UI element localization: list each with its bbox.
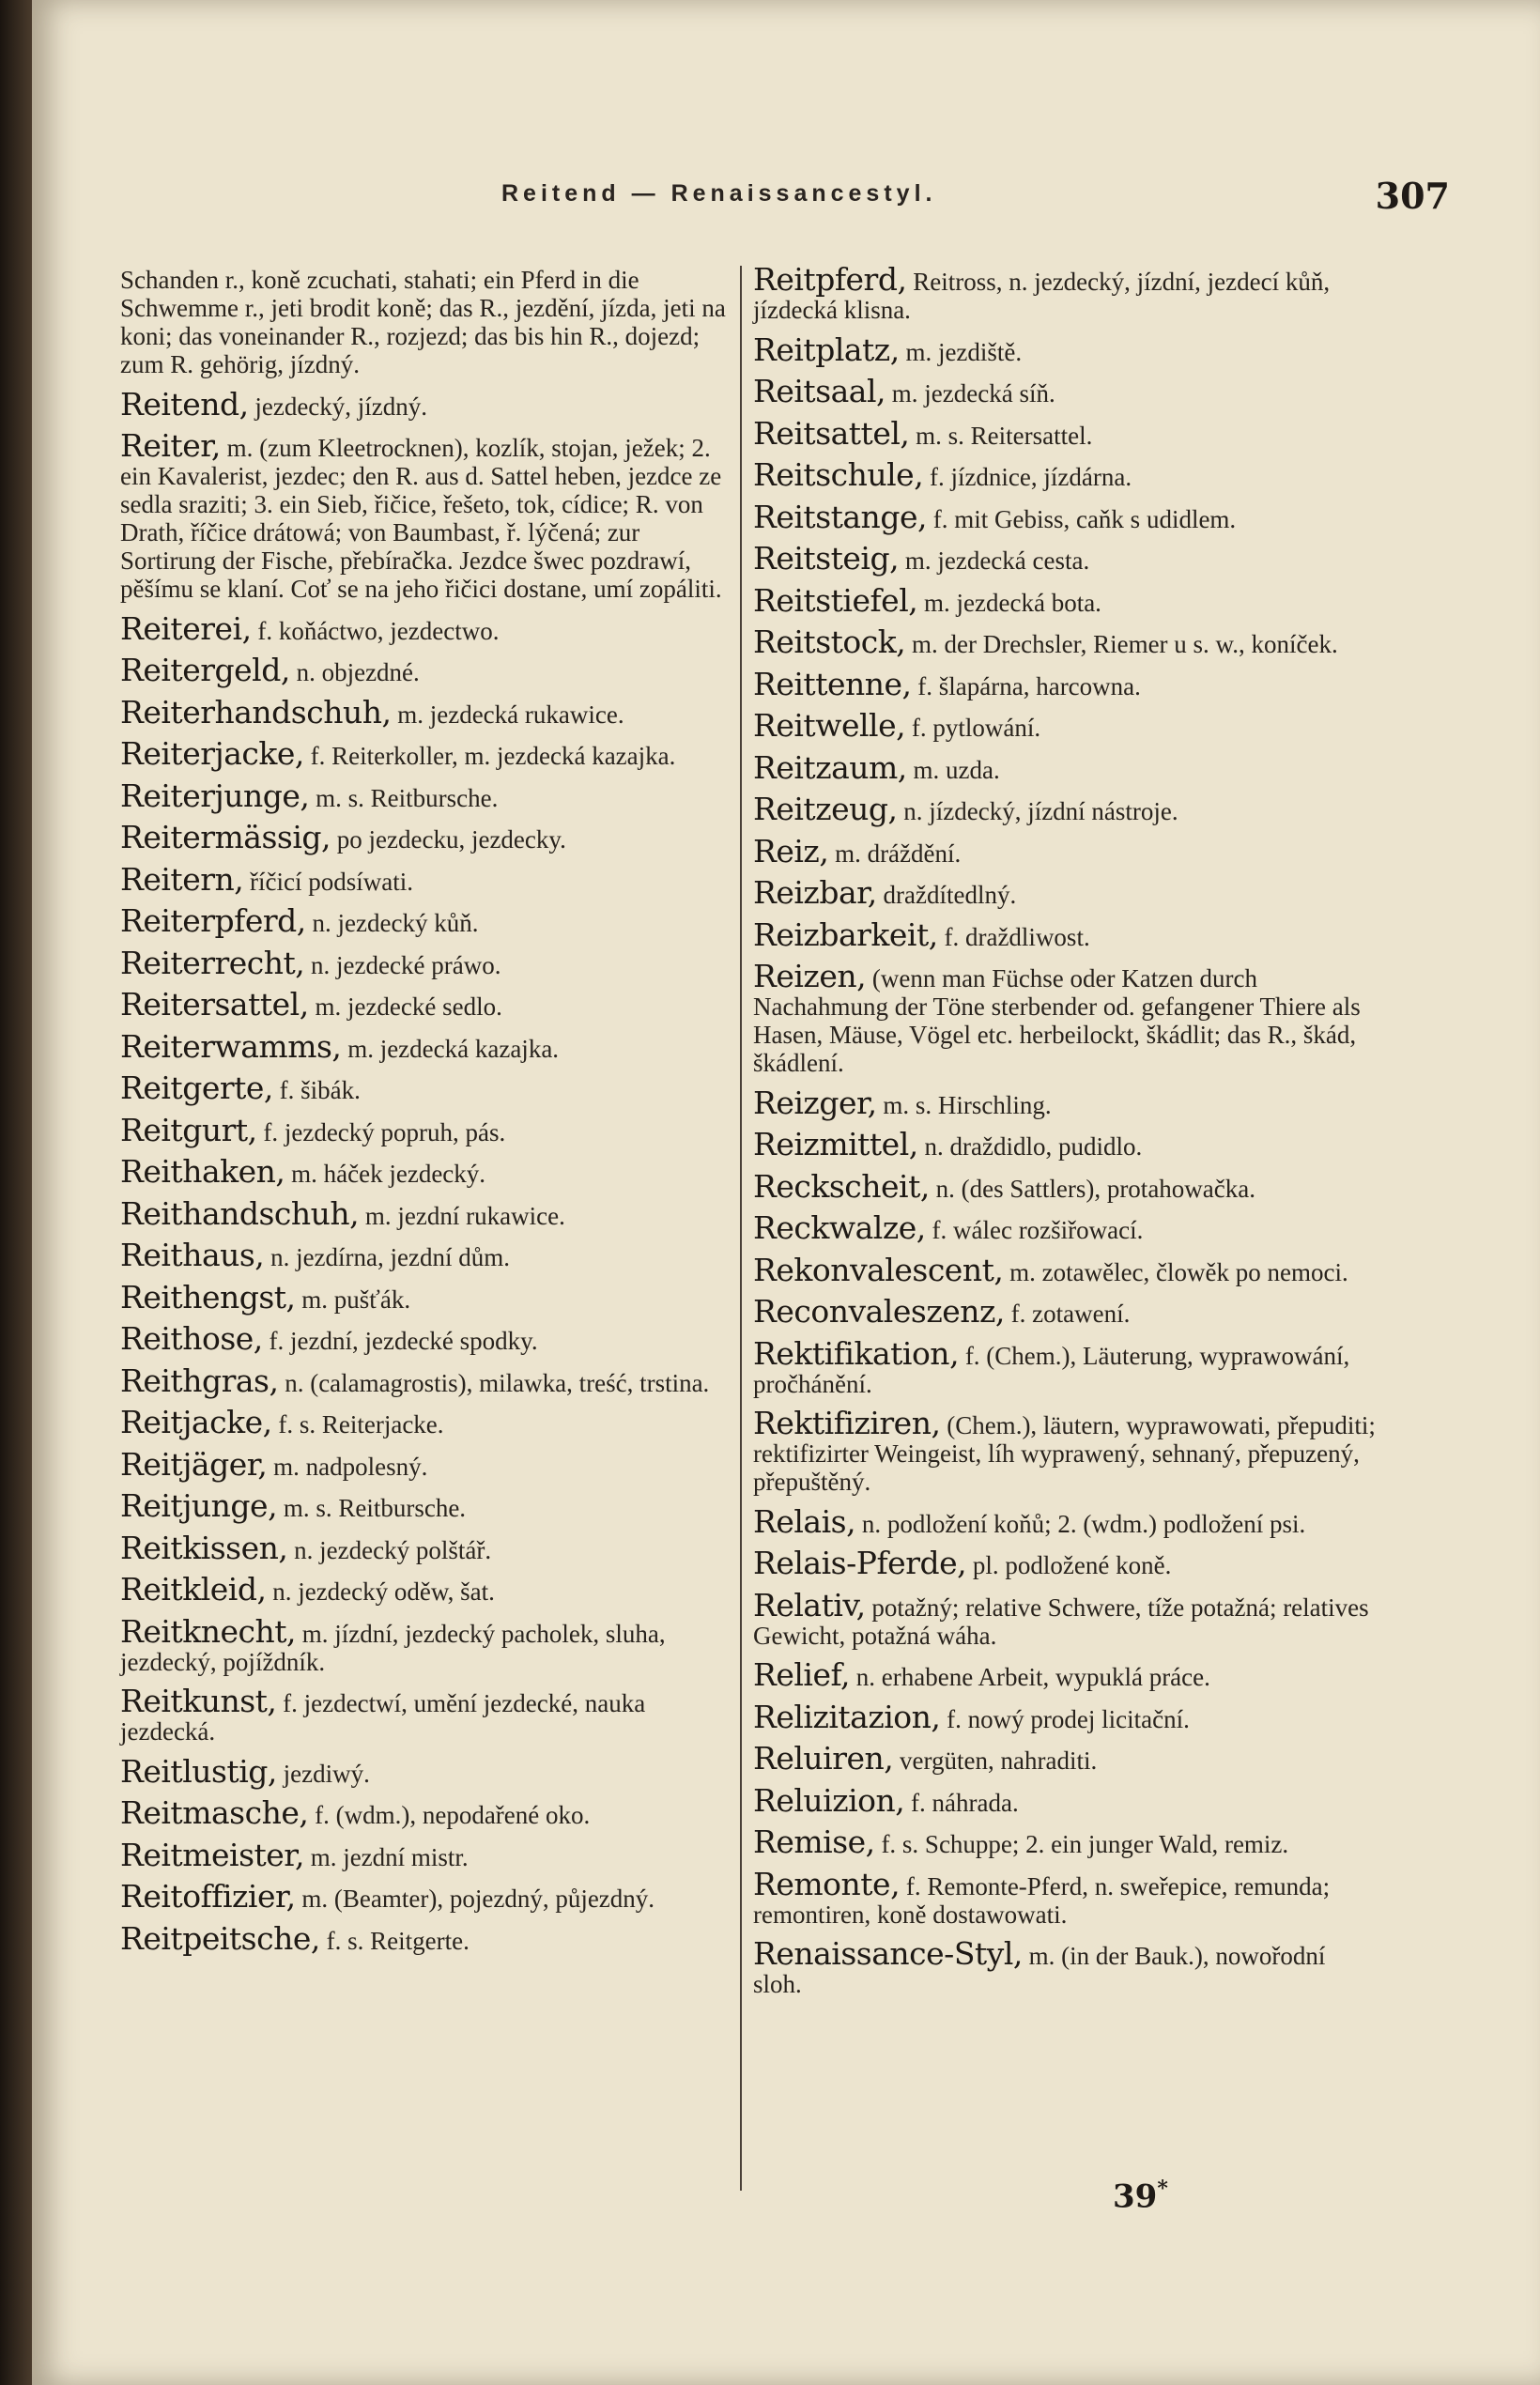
entry-definition: vergüten, nahraditi. [900,1746,1098,1775]
entry-headword: Relief, [753,1656,851,1693]
entry-definition: n. jízdecký, jízdní nástroje. [903,797,1178,825]
entry-definition: m. s. Reitersattel. [916,421,1093,450]
dictionary-entry [120,1836,732,1873]
entry-definition: n. jezdírna, jezdní dům. [270,1243,510,1271]
entry-headword: Reizbar, [753,874,877,911]
entry-headword: Reitmeister, [120,1836,304,1873]
entry-definition: m. jezdecká cesta. [904,546,1090,575]
dictionary-entry [120,1612,732,1676]
entry-headword: Reiterjunge, [120,777,310,814]
dictionary-entry [120,1529,732,1566]
entry-headword: Reithose, [120,1320,263,1357]
dictionary-entry [753,1251,1377,1288]
dictionary-entry [753,540,1377,577]
dictionary-entry [753,331,1377,368]
entry-headword: Reitgurt, [120,1111,257,1148]
entry-definition: pl. podložené koně. [972,1551,1172,1579]
entry-headword: Reitgerte, [120,1069,273,1106]
dictionary-entry [120,777,732,814]
entry-definition: (wenn man Füchse oder Katzen durch Nachahmung der Töne sterbender od. gefangener Thiere als Hasen, Mäuse, Vögel etc. herbeilockt, škádlit; das R., škád, škádlení. [753,964,1361,1077]
dictionary-entry [120,1278,732,1316]
entry-definition: n. jezdecký kůň. [312,909,479,937]
entry-definition: n. (calamagrostis), milawka, treść, trstina. [285,1368,710,1397]
entry-headword: Reiterpferd, [120,902,306,939]
entry-headword: Reitsattel, [753,414,910,452]
entry-definition: draždítedlný. [883,881,1017,909]
entry-definition: n. erhabene Arbeit, wypuklá práce. [855,1663,1210,1691]
dictionary-entry [120,1878,732,1915]
dictionary-entry [753,581,1377,619]
entry-definition: f. jezdní, jezdecké spodky. [269,1327,538,1355]
entry-headword: Reittenne, [753,665,912,702]
dictionary-entry [120,1445,732,1483]
dictionary-entry [120,1069,732,1106]
dictionary-entry [120,1404,732,1440]
entry-headword: Reitlustig, [120,1752,277,1790]
entry-definition: m. háček jezdecký. [291,1160,486,1188]
entry-definition: m. (Beamter), pojezdný, půjezdný. [301,1885,655,1913]
entry-definition: f. náhrada. [911,1788,1019,1817]
dictionary-entry [120,609,732,647]
entry-definition: m. s. Reitbursche. [316,783,499,812]
entry-headword: Rektifiziren, [753,1405,941,1441]
entry-definition: f. s. Reitgerte. [326,1926,470,1955]
entry-headword: Reitknecht, [120,1612,296,1650]
entry-headword: Reitmasche, [120,1794,309,1831]
entry-headword: Reiterhandschuh, [120,693,392,731]
entry-headword: Reitstiefel, [753,581,918,619]
entry-definition: f. wálec rozšiřowací. [932,1216,1144,1244]
entry-headword: Reitpeitsche, [120,1919,320,1957]
dictionary-entry [120,1752,732,1790]
entry-definition: f. nowý prodej licitační. [947,1704,1190,1733]
entry-definition: m. jezdní mistr. [310,1842,469,1871]
dictionary-entry [753,373,1377,409]
entry-definition: n. (des Sattlers), protahowačka. [935,1174,1255,1203]
entry-headword: Reitkissen, [120,1529,288,1566]
entry-definition: f. šibák. [279,1076,361,1104]
entry-definition: m. jezdecká síň. [891,379,1055,408]
entry-definition: (Chem.), läutern, wyprawowati, přepuditi; rektifizirter Weingeist, líh wyprawený, sehnaný, přepuzený, přepuštěný. [753,1411,1376,1496]
entry-headword: Reiterjacke, [120,735,304,772]
dictionary-entry [120,1027,732,1065]
entry-headword: Reitend, [120,385,249,423]
entry-headword: Reitsteig, [753,540,900,577]
entry-headword: Relais, [753,1502,856,1540]
entry-headword: Reitoffizier, [120,1878,296,1915]
entry-definition: m. jezdecká rukawice. [397,700,624,729]
entry-definition: m. zotawělec, člowěk po nemoci. [1009,1257,1348,1286]
entry-headword: Reitersattel, [120,986,309,1023]
entry-definition: m. pušťák. [301,1285,411,1314]
entry-definition: f. jízdnice, jízdárna. [929,463,1132,491]
entry-headword: Remise, [753,1823,875,1860]
entry-definition: m. jezdecké sedlo. [315,992,502,1021]
entry-definition: f. zotawení. [1010,1300,1131,1328]
entry-headword: Relizitazion, [753,1698,941,1735]
entry-headword: Reitplatz, [753,331,900,368]
dictionary-entry [120,735,732,772]
entry-headword: Reluizion, [753,1781,905,1819]
entry-definition: f. draždliwost. [944,922,1090,951]
entry-headword: Remonte, [753,1865,901,1902]
dictionary-entry [120,860,732,898]
entry-definition: m. jízdní, jezdecký pacholek, sluha, jezdecký, pojíždník. [120,1619,666,1676]
dictionary-entry [120,944,732,981]
dictionary-entry [120,1111,732,1148]
dictionary-entry [120,1362,732,1399]
dictionary-entry [753,414,1377,452]
dictionary-entry [120,819,732,855]
entry-headword: Relais-Pferde, [753,1545,967,1581]
entry-headword: Reiter, [120,427,221,464]
entry-headword: Reithgras, [120,1362,279,1399]
entry-headword: Reithaus, [120,1237,265,1273]
dictionary-entry [120,986,732,1023]
dictionary-entry [753,1334,1377,1398]
entry-definition: f. Remonte-Pferd, n. sweřepice, remunda; remontiren, koně dostawowati. [753,1871,1331,1929]
book-spine-shadow [0,0,32,2385]
dictionary-entry [753,1545,1377,1581]
entry-headword: Reitermässig, [120,819,331,855]
entry-headword: Reitschule, [753,456,924,493]
entry-definition: f. Reiterkoller, m. jezdecká kazajka. [310,742,676,770]
dictionary-entry [753,832,1377,869]
dictionary-entry [753,1586,1377,1650]
entry-headword: Reiterrecht, [120,944,305,981]
entry-definition: n. jezdecký polštář. [294,1535,492,1564]
right-column [753,261,1377,2010]
dictionary-entry [120,1794,732,1831]
entry-definition: říčicí podsíwati. [250,867,413,896]
entry-definition: f. koňáctwo, jezdectwo. [257,616,500,645]
entry-definition: m. jezdecká kazajka. [347,1034,560,1063]
page-number: 307 [1375,175,1450,217]
entry-definition: n. draždidlo, pudidlo. [924,1132,1143,1161]
entry-headword: Rektifikation, [753,1334,960,1372]
dictionary-entry [753,1126,1377,1162]
entry-headword: Reitzaum, [753,748,907,786]
entry-headword: Relativ, [753,1586,866,1623]
dictionary-entry [753,1865,1377,1929]
dictionary-entry [753,1656,1377,1693]
entry-definition: potažný; relative Schwere, tíže potažná; relatives Gewicht, potažná wáha. [753,1593,1369,1650]
left-column [120,266,732,1966]
entry-headword: Reizen, [753,958,867,994]
dictionary-entry [753,498,1377,535]
entry-definition: f. šlapárna, harcowna. [917,671,1141,700]
entry-definition: f. pytlowání. [911,714,1041,742]
signature-mark: * [1157,2177,1168,2201]
entry-definition: m. (zum Kleetrocknen), kozlík, stojan, ježek; 2. ein Kavalerist, jezdec; den R. aus d. Sattel heben, jezdce ze sedla sraziti; 3. ein Sieb, řičice, řešeto, tok, cídice; R. von Drath, říčice drátowá; von Baumbast, ř. lýčená; zur Sortirung der Fische, přebíračka. Jezdce šwec pozdrawí, pěšímu se klaní. Coť se na jeho řičici dostane, umí zopáliti. [120,434,722,603]
entry-headword: Reizbarkeit, [753,916,938,953]
entry-headword: Reiz, [753,832,829,869]
printer-signature [1113,2177,1168,2215]
entry-definition: f. mit Gebiss, caňk s udidlem. [932,504,1237,533]
dictionary-entry [753,1698,1377,1735]
column-divider [740,266,742,2191]
entry-definition: m. dráždění. [835,839,962,868]
entry-definition: f. (Chem.), Läuterung, wyprawowání, pročhánění. [753,1341,1350,1398]
entry-headword: Reitergeld, [120,652,290,688]
entry-headword: Reitstock, [753,623,906,660]
entry-definition: n. objezdné. [296,658,420,686]
entry-definition: jezdecký, jízdný. [254,392,428,421]
entry-definition: m. jezdní rukawice. [364,1201,565,1230]
entry-definition: m. nadpolesný. [273,1452,428,1481]
entry-headword: Reitjacke, [120,1404,272,1440]
dictionary-entry [753,1209,1377,1246]
entry-definition: m. uzda. [913,755,1000,784]
dictionary-entry [753,1781,1377,1819]
dictionary-entry [120,902,732,939]
dictionary-entry [753,1935,1377,1998]
dictionary-entry [120,1320,732,1357]
entry-definition: m. s. Reitbursche. [283,1494,467,1522]
dictionary-entry [120,385,732,423]
entry-headword: Reiterwamms, [120,1027,342,1065]
dictionary-entry [120,1487,732,1524]
dictionary-entry [120,652,732,688]
dictionary-entry [120,693,732,731]
entry-headword: Reitkleid, [120,1571,267,1608]
entry-headword: Reitjunge, [120,1487,278,1524]
dictionary-entry [753,1405,1377,1496]
entry-definition: m. jezdiště. [905,337,1023,366]
dictionary-entry [753,1823,1377,1860]
dictionary-entry [753,456,1377,493]
entry-headword: Reitstange, [753,498,927,535]
entry-headword: Reithengst, [120,1278,296,1316]
dictionary-entry [753,707,1377,744]
dictionary-entry [120,1237,732,1273]
entry-headword: Rekonvalescent, [753,1251,1004,1288]
dictionary-entry [753,791,1377,827]
dictionary-entry [753,1293,1377,1330]
entry-headword: Reizger, [753,1084,877,1121]
dictionary-entry [753,1084,1377,1121]
dictionary-entry [120,1153,732,1190]
entry-definition: jezdiwý. [283,1759,370,1788]
entry-definition: m. s. Hirschling. [883,1090,1052,1119]
entry-definition: f. s. Schuppe; 2. ein junger Wald, remiz. [881,1830,1289,1858]
entry-definition: m. (in der Bauk.), nowořodní sloh. [753,1942,1326,1998]
entry-definition: n. jezdecké práwo. [311,950,501,979]
dictionary-entry [120,266,732,378]
entry-headword: Reconvaleszenz, [753,1293,1005,1330]
entry-headword: Reithandschuh, [120,1194,360,1232]
dictionary-entry [120,1683,732,1746]
dictionary-entry [753,261,1377,324]
entry-headword: Reiterei, [120,609,252,647]
entry-headword: Reitern, [120,860,244,898]
entry-definition: Schanden r., koně zcuchati, stahati; ein Pferd in die Schwemme r., jeti brodit koně; das R., jezdění, jízda, jeti na koni; das voneinander R., rozjezd; das bis hin R., dojezd; zum R. gehörig, jízdný. [120,266,726,378]
entry-headword: Reizmittel, [753,1126,918,1162]
entry-headword: Reitsaal, [753,373,886,409]
signature-number: 39 [1113,2177,1158,2216]
entry-definition: f. jezdecký popruh, pás. [263,1117,506,1146]
dictionary-entry [753,1502,1377,1540]
dictionary-entry [120,1571,732,1608]
entry-headword: Reitwelle, [753,707,906,744]
dictionary-entry [120,427,732,603]
entry-headword: Reitjäger, [120,1445,268,1483]
dictionary-entry [120,1919,732,1957]
dictionary-entry [753,916,1377,953]
entry-headword: Reitkunst, [120,1683,277,1719]
dictionary-entry [753,1740,1377,1777]
dictionary-entry [753,874,1377,911]
entry-definition: m. der Drechsler, Riemer u s. w., koníček. [911,630,1338,658]
dictionary-entry [753,1167,1377,1205]
entry-headword: Reckscheit, [753,1167,930,1205]
entry-headword: Reckwalze, [753,1209,926,1246]
dictionary-entry [753,748,1377,786]
running-head [501,175,1450,218]
entry-definition: f. (wdm.), nepodařené oko. [315,1801,591,1829]
entry-definition: n. podložení koňů; 2. (wdm.) podložení psi. [861,1509,1306,1538]
entry-definition: n. jezdecký oděw, šat. [272,1577,495,1606]
dictionary-entry [753,665,1377,702]
entry-definition: f. s. Reiterjacke. [278,1410,444,1439]
entry-definition: m. jezdecká bota. [924,588,1101,617]
entry-definition: Reitross, n. jezdecký, jízdní, jezdecí kůň, jízdecká klisna. [753,268,1331,324]
page-header-title: Reitend — Renaissancestyl. [501,180,937,207]
entry-definition: po jezdecku, jezdecky. [336,825,566,854]
dictionary-entry [120,1194,732,1232]
entry-headword: Reitpferd, [753,261,907,298]
entry-headword: Reitzeug, [753,791,898,827]
dictionary-entry [753,958,1377,1077]
entry-definition: f. jezdectwí, umění jezdecké, nauka jezdecká. [120,1689,646,1746]
entry-headword: Reluiren, [753,1740,894,1777]
dictionary-entry [753,623,1377,660]
entry-headword: Renaissance-Styl, [753,1935,1023,1972]
entry-headword: Reithaken, [120,1153,285,1190]
